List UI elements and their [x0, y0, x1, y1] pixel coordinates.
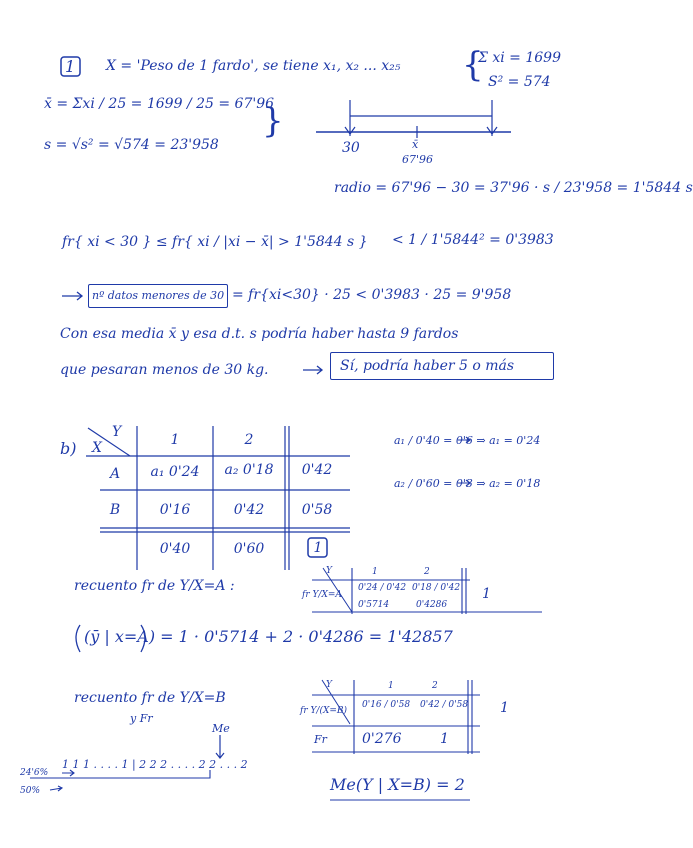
- implies-arrow-1: [62, 292, 82, 300]
- conclusion-line-2: que pesaran menos de 30 kg.: [60, 362, 269, 378]
- cond-a-row-label: fr Y/X=A: [302, 590, 342, 600]
- tick-mean-value: 67'96: [402, 153, 434, 166]
- median-mark: Me: [212, 722, 230, 735]
- row-label-b: B: [109, 502, 121, 518]
- col-total-1: 0'40: [159, 541, 191, 557]
- cond-a-header-2: 2: [424, 567, 430, 577]
- median-arrow: [216, 735, 224, 758]
- median-result: Me(Y | X=B) = 2: [330, 775, 465, 794]
- cell-a-1: a₁ 0'24: [150, 464, 200, 480]
- side-equation-2: a₂ / 0'60 = 0'3 ⇒ a₂ = 0'18: [394, 477, 541, 490]
- cond-b-val-1: 0'16 / 0'58: [362, 700, 411, 710]
- cond-a-freq-2: 0'4286: [416, 600, 448, 610]
- conditional-mean: (ȳ | x=A) = 1 · 0'5714 + 2 · 0'4286 = 1'42857: [84, 627, 453, 646]
- table-header-y: Y: [112, 424, 122, 440]
- cond-b-row-label: fr Y/(X=B): [300, 706, 348, 716]
- cond-a-header-1: 1: [372, 567, 378, 577]
- col-header-2: 2: [244, 432, 254, 448]
- row-total-b: 0'58: [301, 502, 333, 518]
- tick-30: 30: [342, 140, 360, 156]
- cond-b-fr-1: 0'276: [362, 731, 402, 747]
- variance-value: S² = 574: [488, 74, 551, 90]
- mean-formula: x̄ = Σxi / 25 = 1699 / 25 = 67'96: [44, 96, 275, 112]
- cond-b-total: 1: [500, 700, 509, 716]
- row-total-a: 0'42: [301, 462, 333, 478]
- pct-50: 50%: [20, 786, 41, 796]
- recuento-b-label: recuento fr de Y/X=B: [74, 690, 226, 706]
- row-label-a: A: [109, 466, 121, 482]
- cond-a-val-2: 0'18 / 0'42: [412, 583, 461, 593]
- cond-b-header-2: 2: [432, 681, 438, 691]
- chebyshev-rhs: < 1 / 1'5844² = 0'3983: [392, 232, 554, 248]
- cell-b-1: 0'16: [159, 502, 191, 518]
- cond-a-total: 1: [482, 586, 491, 602]
- part-b-label: b): [60, 439, 77, 458]
- problem-statement: X = 'Peso de 1 fardo', se tiene x₁, x₂ ... x₂₅: [106, 58, 401, 74]
- cond-a-val-1: 0'24 / 0'42: [358, 583, 407, 593]
- cond-a-freq-1: 0'5714: [358, 600, 390, 610]
- cond-b-val-2: 0'42 / 0'58: [420, 700, 469, 710]
- boxed-answer: Sí, podría haber 5 o más: [340, 358, 515, 374]
- tick-mean-symbol: x̄: [412, 138, 419, 151]
- radius-formula: radio = 67'96 − 30 = 37'96 · s / 23'958 = 1'5844 s: [334, 180, 693, 196]
- sum-x: Σ xi = 1699: [478, 50, 561, 66]
- problem-number: 1: [65, 57, 76, 76]
- left-brace-icon: {: [462, 45, 484, 85]
- table-header-x: X: [92, 440, 102, 456]
- pct-arrow-2: [50, 786, 62, 791]
- ordered-sequence: 1 1 1 . . . . 1 | 2 2 2 . . . . 2 2 . . . 2: [62, 758, 248, 771]
- pct-24: 24'6%: [20, 768, 49, 778]
- chebyshev-lhs: fr{ xi < 30 } ≤ fr{ xi / |xi − x̄| > 1'5844 s }: [62, 234, 368, 250]
- col-total-2: 0'60: [233, 541, 265, 557]
- cond-a-header-y: Y: [326, 566, 332, 576]
- cell-a-2: a₂ 0'18: [224, 462, 274, 478]
- side-equation-1: a₁ / 0'40 = 0'6 ⇒ a₁ = 0'24: [394, 434, 541, 447]
- cell-b-2: 0'42: [233, 502, 265, 518]
- seq-brace: [30, 770, 210, 778]
- conclusion-line-1: Con esa media x̄ y esa d.t. s podría haber hasta 9 fardos: [60, 326, 459, 342]
- implies-arrow-2: [303, 366, 322, 374]
- col-header-1: 1: [170, 432, 180, 448]
- recuento-a-label: recuento fr de Y/X=A :: [74, 578, 235, 594]
- boxed-count-label: nº datos menores de 30: [92, 289, 225, 302]
- cond-b-header-1: 1: [388, 681, 394, 691]
- cond-b-header-y: Y: [326, 680, 332, 690]
- recuento-b-sub: y Fr: [130, 712, 153, 725]
- cond-b-fr-label: Fr: [314, 733, 327, 746]
- cond-b-fr-2: 1: [440, 731, 449, 747]
- grand-total: 1: [313, 540, 323, 556]
- count-inequality: = fr{xi<30} · 25 < 0'3983 · 25 = 9'958: [232, 287, 512, 303]
- sd-formula: s = √s² = √574 = 23'958: [44, 137, 219, 153]
- right-brace-icon: }: [262, 101, 284, 141]
